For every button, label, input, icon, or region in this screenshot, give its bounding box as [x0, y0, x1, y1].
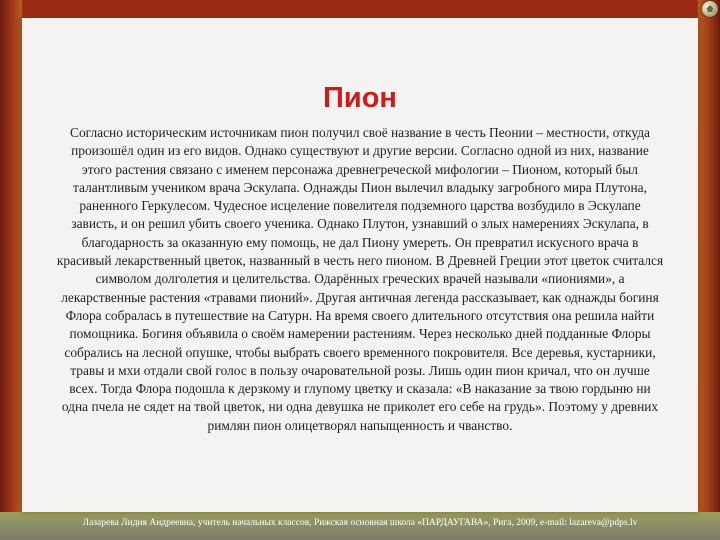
- footer-credit: Лазарева Лидия Андреевна, учитель начальных классов, Рижская основная школа «ПАРДАУГАВА», Рига, 2009, e-mail: lazareva@pdps.lv: [82, 518, 638, 528]
- frame-left-border: [0, 0, 22, 540]
- frame-right-border: [698, 0, 720, 540]
- home-icon[interactable]: [702, 1, 718, 17]
- slide-paragraph: Согласно историческим источникам пион получил своё название в честь Пеонии – местности, откуда произошёл один из его видов. Однако существуют и другие версии. Согласно одной из них, название этого растения связано с именем персонажа древнегреческой мифологии – Пионом, который был талантливым учеником врача Эскулапа. Однажды Пион вылечил владыку загробного мира Плутона, раненного Геркулесом. Чудесное исцеление повелителя подземного царства возбудило в Эскулапе зависть, и он решил убить своего ученика. Однако Плутон, узнавший о злых намерениях Эскулапа, в благодарность за оказанную ему помощь, не дал Пиону умереть. Он превратил искусного врача в красивый лекарственный цветок, названный в честь него пионом. В Древней Греции этот цветок считался символом долголетия и целительства. Одарённых греческих врачей называли «пиониями», а лекарственные растения «травами пионий». Другая античная легенда рассказывает, как однажды богиня Флора собралась в путешествие на Сатурн. На время своего длительного отсутствия она решила найти помощника. Богиня объявила о своём намерении растениям. Через несколько дней подданные Флоры собрались на лесной опушке, чтобы выбрать своего временного покровителя. Все деревья, кустарники, травы и мхи отдали свой голос в пользу очаровательной розы. Лишь один пион кричал, что он лучше всех. Тогда Флора подошла к дерзкому и глупому цветку и сказала: «В наказание за твою гордыню ни одна пчела не сядет на твой цветок, ни одна девушка не приколет его себе на грудь». Поэтому у древних римлян пион олицетворял напыщенность и чванство.: [56, 125, 664, 433]
- slide-title: Пион: [323, 82, 397, 114]
